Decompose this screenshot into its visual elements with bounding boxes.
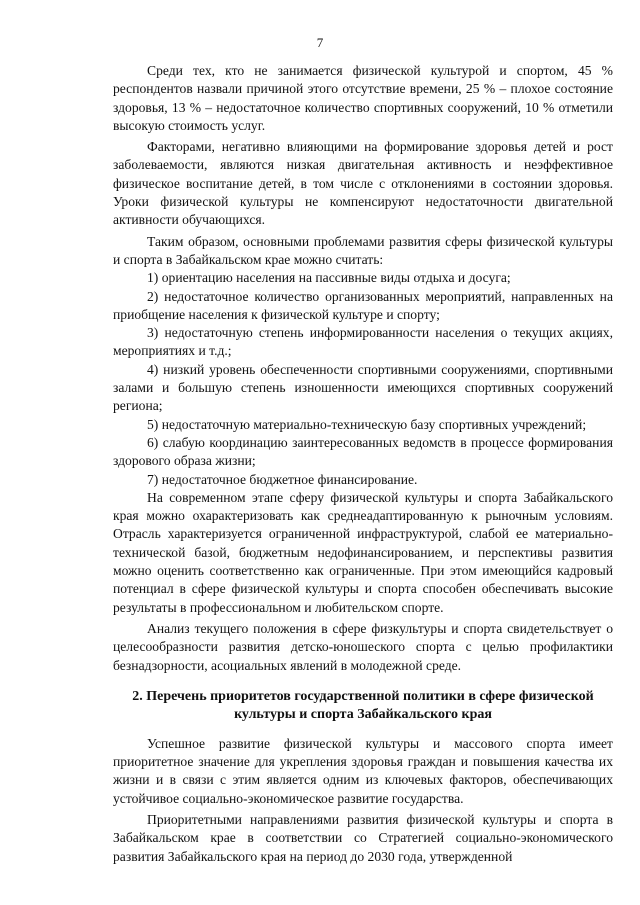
list-item: 5) недостаточную материально-техническую базу спортивных учреждений; <box>147 416 587 432</box>
list-item: 7) недостаточное бюджетное финансирование. <box>147 471 418 487</box>
list-item: 4) низкий уровень обеспеченности спортивными сооружениями, спортивными залами и большую степень изношенности имеющихся спортивных сооружений региона; <box>113 361 613 414</box>
page-number: 7 <box>316 35 324 50</box>
paragraph-success: Успешное развитие физической культуры и массового спорта имеет приоритетное значение для укрепления здоровья граждан и повышения качества их жизни и в связи с этим является одним из ключевых факторов, обеспечивающих устойчивое социально-экономическое развитие государства. <box>113 735 613 806</box>
document-body <box>113 62 613 866</box>
paragraph-current-stage: На современном этапе сферу физической культуры и спорта Забайкальского края можно охарактеризовать как среднеадаптированную к рыночным условиям. Отрасль характеризуется ограниченной инфраструктурой, слабой ее материально-технической базой, бюджетным недофинансированием, и перспективы развития можно оценить соответственно как ограниченные. При этом имеющийся кадровый потенциал в сфере физической культуры и спорта способен обеспечивать высокие результаты в профессиональном и любительском спорте. <box>113 489 613 615</box>
paragraph-problems-intro: Таким образом, основными проблемами развития сферы физической культуры и спорта в Забайкальском крае можно считать: <box>113 233 613 267</box>
list-item: 6) слабую координацию заинтересованных ведомств в процессе формирования здорового образа жизни; <box>113 434 613 469</box>
list-item: 2) недостаточное количество организованных мероприятий, направленных на приобщение населения к физической культуре и спорту; <box>113 288 613 322</box>
list-item: 3) недостаточную степень информированности населения о текущих акциях, мероприятиях и т.д.; <box>113 325 613 359</box>
list-item: 1) ориентацию населения на пассивные виды отдыха и досуга; <box>147 270 511 286</box>
section-heading: 2. Перечень приоритетов государственной политики в сфере физической культуры и спорта Забайкальского края <box>132 688 594 723</box>
paragraph-analysis: Анализ текущего положения в сфере физкультуры и спорта свидетельствует о целесообразности развития детско-юношеского спорта с целью профилактики безнадзорности, асоциальных явлений в молодежной среде. <box>113 620 613 673</box>
paragraph-factors: Факторами, негативно влияющими на формирование здоровья детей и рост заболеваемости, являются низкая двигательная активность и неэффективное физическое воспитание детей, в том числе с отклонениями в состоянии здоровья. Уроки физической культуры не компенсируют недостаточности двигательной активности обучающихся. <box>113 139 613 228</box>
paragraph-survey: Среди тех, кто не занимается физической культурой и спортом, 45 % респондентов назвали причиной этого отсутствие времени, 25 % – плохое состояние здоровья, 13 % – недостаточное количество спортивных сооружений, 10 % отметили высокую стоимость услуг. <box>113 63 613 133</box>
paragraph-priorities: Приоритетными направлениями развития физической культуры и спорта в Забайкальском крае в соответствии со Стратегией социально-экономического развития Забайкальского края на период до 2030 года, утвержденной <box>113 811 613 864</box>
